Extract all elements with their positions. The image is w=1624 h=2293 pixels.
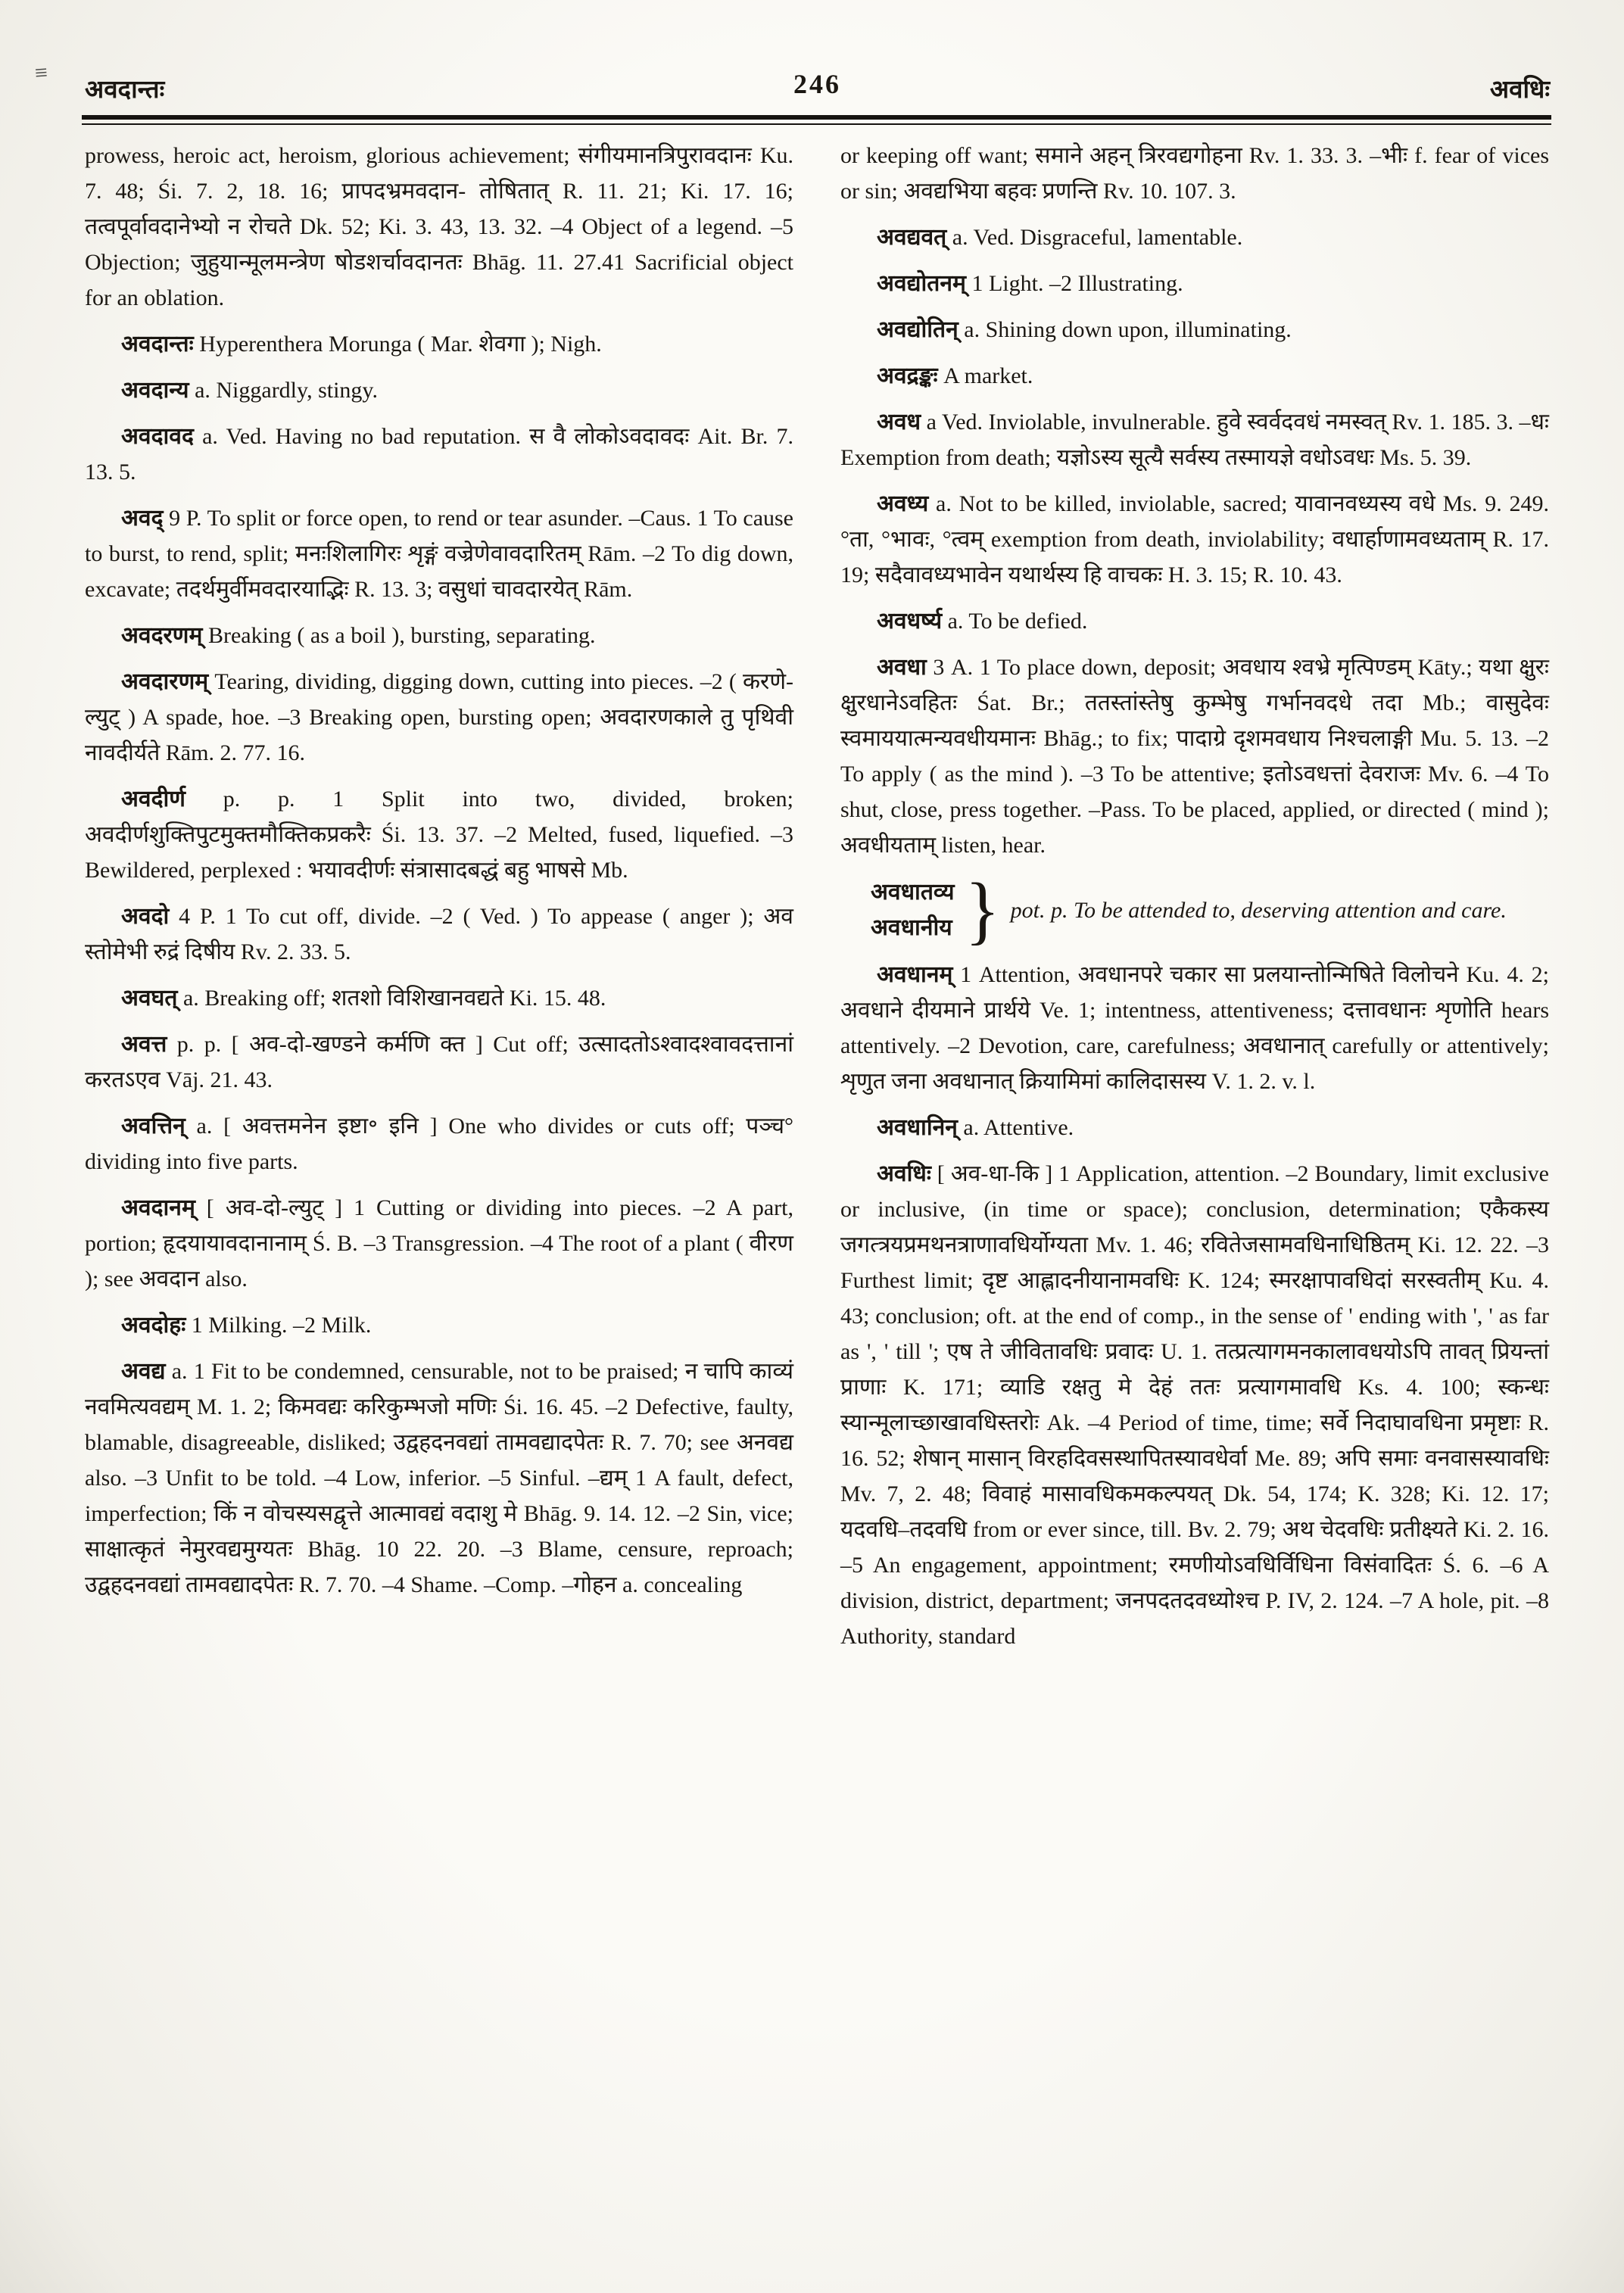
headword: अवदरणम् xyxy=(121,623,203,648)
right-column xyxy=(840,138,1549,1665)
dictionary-entry: अवध a Ved. Inviolable, invulnerable. हुवे स्वर्वदवधं नमस्वत् Rv. 1. 185. 3. –धः Exemption from death; यज्ञोऽस्य सूत्यै सर्वस्य तस्मायज्ञे वधोऽवधः Ms. 5. 39. xyxy=(840,410,1549,470)
dictionary-entry: अवद्योतिन् a. Shining down upon, illuminating. xyxy=(877,317,1292,342)
headword: अवदान्य xyxy=(121,378,189,403)
headword: अवद्रङ्कः xyxy=(877,363,938,388)
dictionary-entry: prowess, heroic act, heroism, glorious achievement; संगीयमानत्रिपुरावदानः Ku. 7. 48; Śi. 7. 2, 18. 16; प्रापदभ्रमवदान- तोषितात् R. 11. 21; Ki. 17. 16; तत्वपूर्वावदानेभ्यो न रोचते Dk. 52; Ki. 3. 43, 13. 32. –4 Object of a legend. –5 Objection; जुहुयान्मूलमन्त्रेण षोडशर्चावदानतः Bhāg. 11. 27.41 Sacrificial object for an oblation. xyxy=(85,143,793,310)
page-number: 246 xyxy=(793,69,841,99)
headword: अवधिः xyxy=(877,1161,931,1186)
page-header xyxy=(85,69,1550,107)
dictionary-entry: अवत्त p. p. [ अव-दो-खण्डने कर्मणि क्त ] Cut off; उत्सादतोऽश्वादश्वावदत्तानां करतऽएव Vāj. 21. 43. xyxy=(85,1032,793,1092)
dictionary-entry: अवदावद a. Ved. Having no bad reputation. स वै लोकोऽवदावदः Ait. Br. 7. 13. 5. xyxy=(85,424,793,484)
guide-word-right: अवधिः xyxy=(1489,76,1550,104)
dictionary-entry: अवधा 3 A. 1 To place down, deposit; अवधाय श्वभ्रे मृत्पिण्डम् Kāty.; यथा क्षुरः क्षुरधानेऽवहितः Śat. Br.; ततस्तांस्तेषु कुम्भेषु गर्भानवदधे तदा Mb.; वासुदेवः स्वमाययात्मन्यवधीयमानः Bhāg.; to fix; पादाग्रे दृशमवधाय निश्चलाङ्गी Mu. 5. 13. –2 To apply ( as the mind ). –3 To be attentive; इतोऽवधत्तां देवराजः Mv. 6. –4 To shut, close, press together. –Pass. To be placed, applied, or directed ( mind ); अवधीयताम् listen, hear. xyxy=(840,655,1549,858)
headword: अवद्योतिन् xyxy=(877,317,959,342)
headword: अवद्यवत् xyxy=(877,225,947,250)
dictionary-entry: अवधानम् 1 Attention, अवधानपरे चकार सा प्रलयान्तोन्मिषिते विलोचने Ku. 4. 2; अवधाने दीयमाने प्रार्थये Ve. 1; intentness, attentiveness; दत्तावधानः शृणोति hears attentively. –2 Devotion, care, carefulness; अवधानात् carefully or attentively; शृणुत जना अवधानात् क्रियामिमां कालिदासस्य V. 1. 2. v. l. xyxy=(840,962,1549,1094)
dictionary-entry: अवधर्ष्य a. To be defied. xyxy=(877,609,1088,634)
dictionary-entry: अवदान्तः Hyperenthera Morunga ( Mar. शेवगा ); Nigh. xyxy=(121,332,602,357)
headword: अवधर्ष्य xyxy=(877,609,943,634)
headword: अवदो xyxy=(121,904,170,929)
headword: अवदावद xyxy=(121,424,194,449)
headword: अवद् xyxy=(121,506,164,531)
dictionary-entry: अवद् 9 P. To split or force open, to rend or tear asunder. –Caus. 1 To cause to burst, to rend, split; मनःशिलागिरः शृङ्गं वज्रेणेवावदारितम् Rām. –2 To dig down, excavate; तदर्थमुर्वीमवदारयाद्भिः R. 13. 3; वसुधां चावदारयेत् Rām. xyxy=(85,506,793,602)
headword: अवधानीय xyxy=(871,915,952,940)
headword: अवधातव्य xyxy=(871,880,955,905)
headword: अवदारणम् xyxy=(121,669,209,694)
dictionary-entry: अवघत् a. Breaking off; शतशो विशिखानवद्यते Ki. 15. 48. xyxy=(121,986,606,1011)
headword: अवदीर्ण xyxy=(121,787,185,812)
dictionary-entry xyxy=(840,867,1549,952)
dictionary-entry: अवध्य a. Not to be killed, inviolable, sacred; यावानवध्यस्य वधे Ms. 9. 249. °ता, °भावः, °त्वम् exemption from death, inviolability; वधार्हाणामवध्यताम् R. 17. 19; सदैवावध्यभावेन यथार्थस्य हि वाचकः H. 3. 15; R. 10. 43. xyxy=(840,491,1549,587)
headword: अवधा xyxy=(877,655,927,680)
dictionary-entry: अवद्य a. 1 Fit to be condemned, censurable, not to be praised; न चापि काव्यं नवमित्यवद्यम् M. 1. 2; किमवद्यः करिकुम्भजो मणिः Śi. 16. 45. –2 Defective, faulty, blamable, disagreeable, disliked; उद्वहदनवद्यां तामवद्यादपेतः R. 7. 70; see अनवद्य also. –3 Unfit to be told. –4 Low, inferior. –5 Sinful. –द्यम् 1 A fault, defect, imperfection; किं न वोचस्यसद्वृत्ते आत्मावद्यं वदाशु मे Bhāg. 9. 14. 12. –2 Sin, vice; साक्षात्कृतं नेमुरवद्यमुग्यतः Bhāg. 10 22. 20. –3 Blame, censure, reproach; उद्वहदनवद्यां तामवद्यादपेतः R. 7. 70. –4 Shame. –Comp. –गोहन a. concealing xyxy=(85,1359,793,1597)
dictionary-entry: अवद्यवत् a. Ved. Disgraceful, lamentable. xyxy=(877,225,1243,250)
dictionary-entry: अवदोहः 1 Milking. –2 Milk. xyxy=(121,1313,372,1338)
headword: अवदोहः xyxy=(121,1313,186,1338)
dictionary-entry: अवद्रङ्कः A market. xyxy=(877,363,1033,388)
scan-artifact: ≡ xyxy=(33,60,48,86)
dictionary-entry: अवद्योतनम् 1 Light. –2 Illustrating. xyxy=(877,271,1183,296)
dictionary-entry: अवदारणम् Tearing, dividing, digging down, cutting into pieces. –2 ( करणे-ल्युट् ) A spade, hoe. –3 Breaking open, bursting open; अवदारणकाले तु पृथिवी नावदीर्यते Rām. 2. 77. 16. xyxy=(85,669,793,765)
headword: अवदानम् xyxy=(121,1195,195,1220)
guide-word-left: अवदान्तः xyxy=(85,76,165,104)
headword: अवत्त xyxy=(121,1032,167,1057)
dictionary-entry: अवदो 4 P. 1 To cut off, divide. –2 ( Ved. ) To appease ( anger ); अव स्तोमेभी रुद्रं दिषीय Rv. 2. 33. 5. xyxy=(85,904,793,964)
headword: अवघत् xyxy=(121,986,178,1011)
headword: अवध्य xyxy=(877,491,929,516)
dictionary-entry: अवदीर्ण p. p. 1 Split into two, divided, broken; अवदीर्णशुक्तिपुटमुक्तमौक्तिकप्रकरैः Śi. 13. 37. –2 Melted, fused, liquefied. –3 Bewildered, perplexed : भयावदीर्णः संत्रासादबद्धं बहु भाषसे Mb. xyxy=(85,787,793,883)
brace-headwords xyxy=(871,874,955,946)
dictionary-entry: or keeping off want; समाने अहन् त्रिरवद्यगोहना Rv. 1. 33. 3. –भीः f. fear of vices or sin; अवद्यभिया बहवः प्रणन्ति Rv. 10. 107. 3. xyxy=(840,143,1549,204)
headword: अवदान्तः xyxy=(121,332,194,357)
dictionary-entry: अवधिः [ अव-धा-कि ] 1 Application, attention. –2 Boundary, limit exclusive or inclusive, (in time or space); conclusion, determination; एकैकस्य जगत्त्रयप्रमथनत्राणावधिर्योग्यता Mv. 1. 46; रवितेजसामवधिनाधिष्ठितम् Ki. 12. 22. –3 Furthest limit; दृष्ट आह्लादनीयानामवधिः K. 124; स्मरक्षापावधिदां सरस्वतीम् Ku. 4. 43; conclusion; oft. at the end of comp., in the sense of ' ending with ', ' as far as ', ' till '; एष ते जीवितावधिः प्रवादः U. 1. तत्प्रत्यागमनकालावधयोऽपि तावत् प्रियन्तां प्राणाः K. 171; व्याडि रक्षतु मे देहं ततः प्रत्यागमावधि Ks. 4. 100; स्कन्धः स्यान्मूलाच्छाखावधिस्तरोः Ak. –4 Period of time, time; सर्वे निदाघावधिना प्रमृष्टाः R. 16. 52; शेषान् मासान् विरहदिवसस्थापितस्यावधेर्वा Me. 89; अपि समाः वनवासस्यावधिः Mv. 7, 2. 48; विवाहं मासावधिकमकल्पयत् Dk. 54, 174; K. 328; Ki. 12. 17; यदवधि–तदवधि from or ever since, till. Bv. 2. 79; अथ चेदवधिः प्रतीक्ष्यते Ki. 2. 16. –5 An engagement, appointment; रमणीयोऽवधिर्विधिना विसंवादितः Ś. 6. –6 A division, district, department; जनपदतदवध्योश्च P. IV, 2. 124. –7 A hole, pit. –8 Authority, standard xyxy=(840,1161,1549,1649)
header-double-rule xyxy=(82,115,1551,125)
dictionary-entry: अवदानम् [ अव-दो-ल्युट् ] 1 Cutting or dividing into pieces. –2 A part, portion; हृदयायावदानानाम् Ś. B. –3 Transgression. –4 The root of a plant ( वीरण ); see अवदान also. xyxy=(85,1195,793,1291)
dictionary-entry: अवत्तिन् a. [ अवत्तमनेन इष्टा॰ इनि ] One who divides or cuts off; पञ्च° dividing into five parts. xyxy=(85,1114,793,1174)
dictionary-text-block xyxy=(85,138,1549,1665)
dictionary-entry: अवदान्य a. Niggardly, stingy. xyxy=(121,378,378,403)
left-column xyxy=(85,138,793,1665)
dictionary-entry: अवधानिन् a. Attentive. xyxy=(877,1115,1074,1140)
headword: अवधानिन् xyxy=(877,1115,958,1140)
entry-body: pot. p. To be attended to, deserving attention and care. xyxy=(1010,897,1507,923)
brace-glyph: } xyxy=(965,867,1000,952)
dictionary-entry: अवदरणम् Breaking ( as a boil ), bursting, separating. xyxy=(121,623,596,648)
headword: अवत्तिन् xyxy=(121,1114,185,1139)
headword: अवधानम् xyxy=(877,962,953,987)
headword: अवद्योतनम् xyxy=(877,271,966,296)
headword: अवद्य xyxy=(121,1359,166,1384)
headword: अवध xyxy=(877,410,921,435)
